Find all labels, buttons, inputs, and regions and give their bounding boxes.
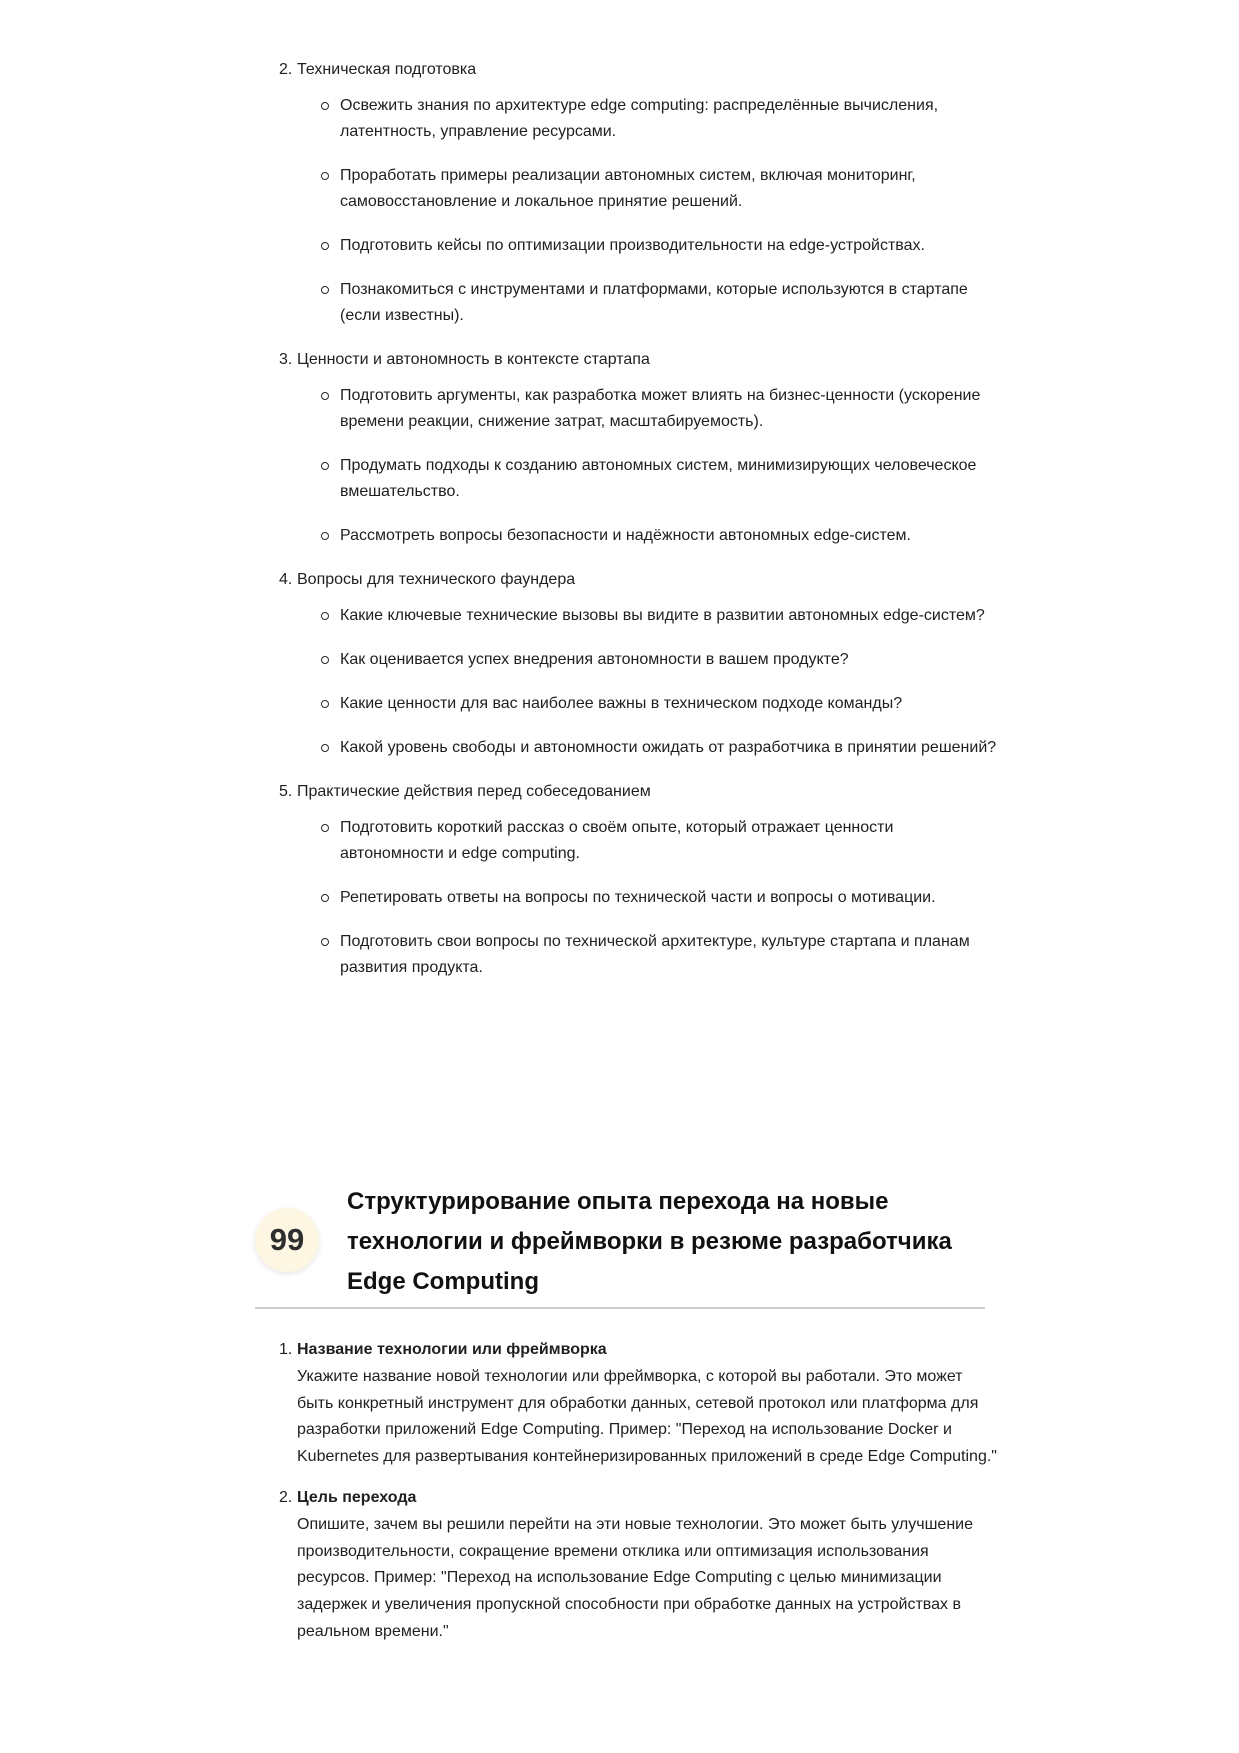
item-heading: Название технологии или фреймворка xyxy=(297,1341,607,1358)
list-item xyxy=(279,1337,999,1471)
section-heading xyxy=(279,57,999,83)
item-number: 1. xyxy=(279,1341,293,1358)
list-item: Подготовить короткий рассказ о своём опыте, который отражает ценности автономности и edge computing. xyxy=(340,815,999,867)
item-text: Укажите название новой технологии или фреймворка, с которой вы работали. Это может быть конкретный инструмент для обработки данных, сетевой протокол или платформа для разработки приложений Edge Computing. Пример: "Переход на использование Docker и Kubernetes для развертывания контейнеризированных приложений в среде Edge Computing." xyxy=(297,1367,997,1466)
sub-list xyxy=(279,383,999,549)
list-item: Какие ключевые технические вызовы вы видите в развитии автономных edge-систем? xyxy=(340,603,999,629)
list-item: Какие ценности для вас наиболее важны в техническом подходе команды? xyxy=(340,691,999,717)
item-number: 2. xyxy=(279,1488,293,1506)
section-number: 4. xyxy=(279,571,293,588)
list-item: Продумать подходы к созданию автономных систем, минимизирующих человеческое вмешательство. xyxy=(340,453,999,505)
section-title: Вопросы для технического фаундера xyxy=(297,571,576,588)
list-item: Проработать примеры реализации автономных систем, включая мониторинг, самовосстановление и локальное принятие решений. xyxy=(340,163,999,215)
section-heading-title: Структурирование опыта перехода на новые технологии и фреймворки в резюме разработчика Edge Computing xyxy=(347,1188,952,1295)
list-item: Как оценивается успех внедрения автономности в вашем продукте? xyxy=(340,647,999,673)
section-heading xyxy=(279,779,999,805)
item-heading: Цель перехода xyxy=(297,1488,417,1506)
list-item: Репетировать ответы на вопросы по технической части и вопросы о мотивации. xyxy=(340,885,999,911)
list-item: Познакомиться с инструментами и платформами, которые используются в стартапе (если известны). xyxy=(340,277,999,329)
item-text: Опишите, зачем вы решили перейти на эти новые технологии. Это может быть улучшение производительности, сокращение времени отклика или оптимизация использования ресурсов. Пример: "Переход на использование Edge Computing с целью минимизации задержек и увеличения пропускной способности при обработке данных на устройствах в реальном времени." xyxy=(297,1515,973,1640)
prep-plan-list xyxy=(279,57,999,999)
sub-list xyxy=(279,603,999,761)
list-item: Освежить знания по архитектуре edge computing: распределённые вычисления, латентность, управление ресурсами. xyxy=(340,93,999,145)
section-title: Практические действия перед собеседованием xyxy=(297,783,651,800)
list-item xyxy=(279,1485,999,1646)
section-title: Техническая подготовка xyxy=(297,61,477,78)
section-heading xyxy=(279,567,999,593)
section-number: 2. xyxy=(279,61,293,78)
list-item: Подготовить аргументы, как разработка может влиять на бизнес-ценности (ускорение времени реакции, снижение затрат, масштабируемость). xyxy=(340,383,999,435)
sub-list xyxy=(279,93,999,329)
section-number: 5. xyxy=(279,783,293,800)
list-item: Какой уровень свободы и автономности ожидать от разработчика в принятии решений? xyxy=(340,735,999,761)
section-number: 3. xyxy=(279,351,293,368)
sub-list xyxy=(279,815,999,981)
section-heading xyxy=(279,347,999,373)
list-item: Рассмотреть вопросы безопасности и надёжности автономных edge-систем. xyxy=(340,523,999,549)
heading-divider xyxy=(255,1307,985,1309)
section-number-badge: 99 xyxy=(255,1208,319,1272)
resume-structure-list xyxy=(279,1337,999,1660)
list-item: Подготовить свои вопросы по технической архитектуре, культуре стартапа и планам развития продукта. xyxy=(340,929,999,981)
list-item: Подготовить кейсы по оптимизации производительности на edge-устройствах. xyxy=(340,233,999,259)
section-title: Ценности и автономность в контексте стартапа xyxy=(297,351,650,368)
